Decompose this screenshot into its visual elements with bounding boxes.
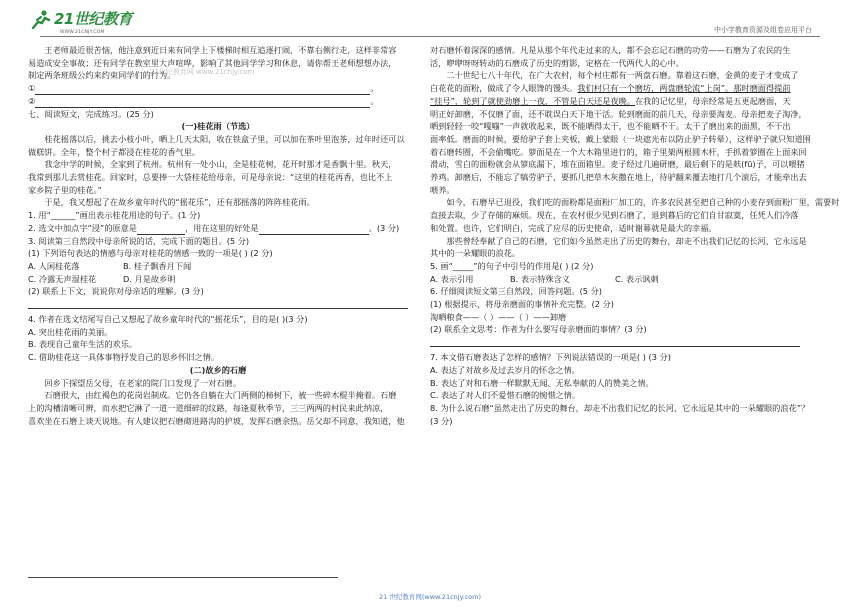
question-4-option-a[interactable]: A. 突出桂花雨的美丽。 bbox=[28, 326, 113, 337]
option-b[interactable]: B. 表示特殊含义 bbox=[510, 273, 570, 284]
option-c[interactable]: C. 冷露无声湿桂花 bbox=[28, 273, 97, 284]
passage-line: 和处置。也许，它们明白，完成了应尽的历史使命，适时谢幕就是最大的幸福。 bbox=[430, 222, 717, 233]
question-1: 1. 用“______”画出表示桂花用途的句子。(1 分) bbox=[28, 210, 201, 221]
passage-line: 直接去取，少了存储的麻烦。现在，在农村很少见到石磨了，退到暮后的它们自甘寂寞，任凭人们冷落 bbox=[430, 210, 799, 221]
question-6: 6. 仔细阅读短文第三自然段，回答问题。(5 分) bbox=[430, 286, 602, 297]
question-4-option-c[interactable]: C. 借助桂花这一具体事物抒发自己的思乡怀旧之情。 bbox=[28, 352, 220, 363]
passage-line: 那些曾经奉献了自己的石磨，它们如今虽然走出了历史的舞台，却走不出我们记忆的长河，它永远是 bbox=[446, 235, 807, 246]
passage-line: 做糕饼。全年，整个村子都浸在桂花的香气里。 bbox=[28, 146, 200, 157]
option-a[interactable]: A. 表示引用 bbox=[430, 273, 474, 284]
question-4: 4. 作者在选文结尾写自己又想起了故乡童年时代的“摇花乐”，目的是( )(3 分) bbox=[28, 314, 308, 325]
left-column bbox=[28, 44, 408, 427]
question-4-option-b[interactable]: B. 表现自己童年生活的欢乐。 bbox=[28, 339, 138, 350]
option-c[interactable]: C. 表示讽刺 bbox=[615, 273, 659, 284]
logo-subtitle: WWW.21CNJY.COM bbox=[60, 30, 105, 35]
answer-line-2 bbox=[28, 95, 408, 108]
question-8: 8. 为什么说石磨“虽然走出了历史的舞台，却走不出我们记忆的长河，它永远是其中的一朵耀眼的浪花”？ bbox=[430, 402, 810, 413]
passage-line: 我常到那儿去赏桂花。回家时，总要捧一大袋桂花给母亲，可是母亲说：“这里的桂花再香，也比不上 bbox=[28, 172, 393, 183]
question-6-1: (1) 根据提示，将母亲磨面的事情补充完整。(2 分) bbox=[430, 299, 614, 310]
question-8-score: (3 分) bbox=[430, 415, 453, 426]
question-7-heading: 七、阅读短文，完成练习。(25 分) bbox=[28, 108, 154, 119]
passage-line: 家乡院子里的桂花。” bbox=[28, 184, 102, 195]
passage-line: 喜欢坐在石磨上谈天说地。有人建议把石磨砌进路沟的护坡，发挥石磨余热。岳父却不同意，我知道，他 bbox=[28, 415, 405, 426]
passage-line: 晒到轻轻一咬“嘎嘣”一声就收起来，既不能晒得太干，也不能晒不干。太干了磨出来的面黑，不干出 bbox=[430, 121, 791, 132]
passage-line: 石磨很大，由红褐色的花岗岩制成。它仍各自躺在大门两侧的柿树下，被一些碎木棍半掩着。石磨 bbox=[44, 390, 397, 401]
passage-line: 养鸡。卸磨后，不能忘了犒劳驴子，要抓几把草木灰撒在地上，待驴翻来覆去地打几个滚后，才能牵出去 bbox=[430, 172, 807, 183]
passage-line: 着石磨转圈，不会偷嘴吃。箩面是在一个大木箱里进行的，箱子里架两根圆木杆，手抓着箩圈在上面来回 bbox=[430, 146, 807, 157]
passage-line: 我念中学的时候，全家到了杭州。杭州有一处小山，全是桂花树，花开时那才是香飘十里。秋天， bbox=[44, 159, 397, 170]
answer-marker-1: ① bbox=[28, 83, 36, 94]
passage-text: 白花花的面粉，做成了令人眼馋的馒头。 bbox=[430, 83, 578, 94]
answer-line[interactable] bbox=[28, 298, 408, 309]
underlined-sentence: 我们村只有一个磨坊，两盘磨轮流“上岗”。那时磨面得提前 bbox=[577, 83, 791, 94]
passage-line: 如今，石磨早已退役，我们吃的面粉都是面粉厂加工的，许多农民甚至把自己种的小麦存到面粉厂里，需要时 bbox=[446, 197, 840, 208]
answer-end: 。 bbox=[370, 83, 379, 94]
passage-line: 活，咿咿呀呀转动的石磨成了历史的剪影，定格在一代两代人的心中。 bbox=[430, 57, 684, 68]
question-2-blank-b[interactable] bbox=[259, 225, 369, 235]
question-3: 3. 阅读第三自然段中母亲所说的话，完成下面的题目。(5 分) bbox=[28, 235, 250, 246]
underlined-sentence: “挂号”，轮到了就使劲磨上一夜，不管是白天还是夜晚。 bbox=[430, 95, 635, 106]
passage-line: 回乡下探望岳父母，在老家的院门口发现了一对石磨。 bbox=[44, 377, 241, 388]
site-logo bbox=[30, 8, 132, 32]
question-2-part-a: 2. 选文中加点字“浸”的原意是 bbox=[28, 222, 137, 233]
question-3-1: (1) 下列语句表达的情感与母亲对桂花的情感一致的一项是( ) (2 分) bbox=[28, 248, 273, 259]
runner-logo-icon bbox=[30, 9, 52, 31]
left-footer-divider bbox=[28, 577, 338, 578]
answer-marker-2: ② bbox=[28, 95, 36, 106]
passage-line: 面率低。磨面的时候，要给驴子套上夹板，戴上蒙眼（一块遮光布以防止驴子转晕），这样驴子就只知道围 bbox=[430, 133, 811, 144]
passage-line: 上的沟槽清晰可辨，而水把它淋了一道一道细碎的纹路，每逢夏秋季节，三三两两的村民来此纳凉， bbox=[28, 402, 389, 413]
question-2-blank-a[interactable] bbox=[137, 225, 185, 235]
question-2 bbox=[28, 222, 408, 235]
section-2-title: (二)故乡的石磨 bbox=[189, 364, 247, 375]
section-1-title: (一)桂花雨（节选） bbox=[181, 121, 255, 132]
question-2-part-b: ，用在这里的好处是 bbox=[184, 222, 259, 233]
question-6-2: (2) 联系全文思考：作者为什么要写母亲磨面的事情？(3 分) bbox=[430, 324, 647, 335]
passage-line: 桂花摇落以后，挑去小枝小叶，晒上几天太阳，收在铁盒子里，可以加在茶叶里泡茶，过年时还可以 bbox=[44, 133, 405, 144]
question-7-option-c[interactable]: C. 表达了对人们不爱惜石磨的惋惜之情。 bbox=[430, 390, 581, 401]
question-5: 5. 画“_____”的句子中引号的作用是( ) (2 分) bbox=[430, 260, 594, 271]
intro-line: 王老师最近很苦恼，他注意到近日来有同学上下楼梯时相互追逐打闹，不靠右侧行走，这样非常容 bbox=[44, 45, 397, 55]
answer-end: 。 bbox=[370, 95, 379, 106]
passage-text: 在我的记忆里，母亲经常是五更起磨面，天 bbox=[634, 95, 791, 106]
option-d[interactable]: D. 月是故乡明 bbox=[123, 273, 176, 284]
passage-line bbox=[430, 95, 818, 108]
logo-brand-text: 21世纪教育 bbox=[54, 10, 132, 29]
passage-line: 喂养。 bbox=[430, 184, 455, 195]
page-footer[interactable]: 21 世纪教育网(www.21cnjy.com) bbox=[379, 593, 481, 601]
header-platform-text: 中小学教育资源及组卷应用平台 bbox=[714, 26, 812, 34]
question-2-part-c: 。(3 分) bbox=[368, 222, 400, 233]
intro-line: 制定两条班级公约来约束同学们的行为。 bbox=[28, 70, 176, 81]
passage-line: 对石磨怀着深深的感情。凡是从那个年代走过来的人，都不会忘记石磨的功劳——石磨为了农民的生 bbox=[430, 45, 791, 55]
passage-line: 其中的一朵耀眼的浪花。 bbox=[430, 248, 521, 259]
passage-line: 于是，我又想起了在故乡童年时代的“摇花乐”，还有那摇落的阵阵桂花雨。 bbox=[44, 197, 315, 208]
page-header bbox=[0, 0, 860, 38]
question-7-option-a[interactable]: A. 表达了对故乡及过去岁月的怀念之情。 bbox=[430, 364, 580, 375]
answer-line-1 bbox=[28, 82, 408, 95]
answer-line[interactable] bbox=[430, 336, 800, 347]
intro-line: 易造成安全事故；还有同学在教室里大声喧哗，影响了其他同学学习和休息，请你帮王老师想想办法， bbox=[28, 57, 397, 68]
question-3-options-row bbox=[28, 260, 408, 273]
option-a[interactable]: A. 人闲桂花落 bbox=[28, 260, 80, 271]
question-3-2: (2) 联系上下文，说说你对母亲话的理解。(3 分) bbox=[28, 286, 204, 297]
question-7-option-b[interactable]: B. 表达了对和石磨一样默默无闻、无私奉献的人的赞美之情。 bbox=[430, 377, 654, 388]
answer-blank-1[interactable] bbox=[35, 85, 370, 95]
header-divider bbox=[40, 36, 820, 37]
right-column bbox=[430, 44, 840, 427]
option-b[interactable]: B. 桂子飘香月下闻 bbox=[123, 260, 192, 271]
answer-blank-2[interactable] bbox=[35, 98, 370, 108]
passage-line: 明正好卸磨，不仅磨了面，还不耽误白天下地干活。轮到磨面的前几天，母亲要淘麦。母亲把麦子淘净， bbox=[430, 108, 807, 119]
question-3-options-row bbox=[28, 273, 408, 286]
passage-line: 二十世纪七八十年代，在广大农村，每个村庄都有一两盘石磨。靠着这石磨，金黄的麦子才变成了 bbox=[446, 70, 799, 81]
watermark: 21世纪教育网 www.21cnjy.com bbox=[150, 68, 255, 76]
question-7: 7. 本文借石磨表达了怎样的感情？下列说法错误的一项是( ) (3 分) bbox=[430, 352, 671, 363]
passage-line: 滑动，雪白的面粉就会从箩底漏下，堆在面箱里。麦子经过几遍研磨，最后剩下的是麸(fū)子，可以喂猪 bbox=[430, 159, 805, 170]
passage-line bbox=[430, 82, 818, 95]
question-6-flow[interactable]: 淘晒粮食——（ ）——（ ）——卸磨 bbox=[430, 311, 567, 322]
question-5-options-row bbox=[430, 273, 818, 286]
